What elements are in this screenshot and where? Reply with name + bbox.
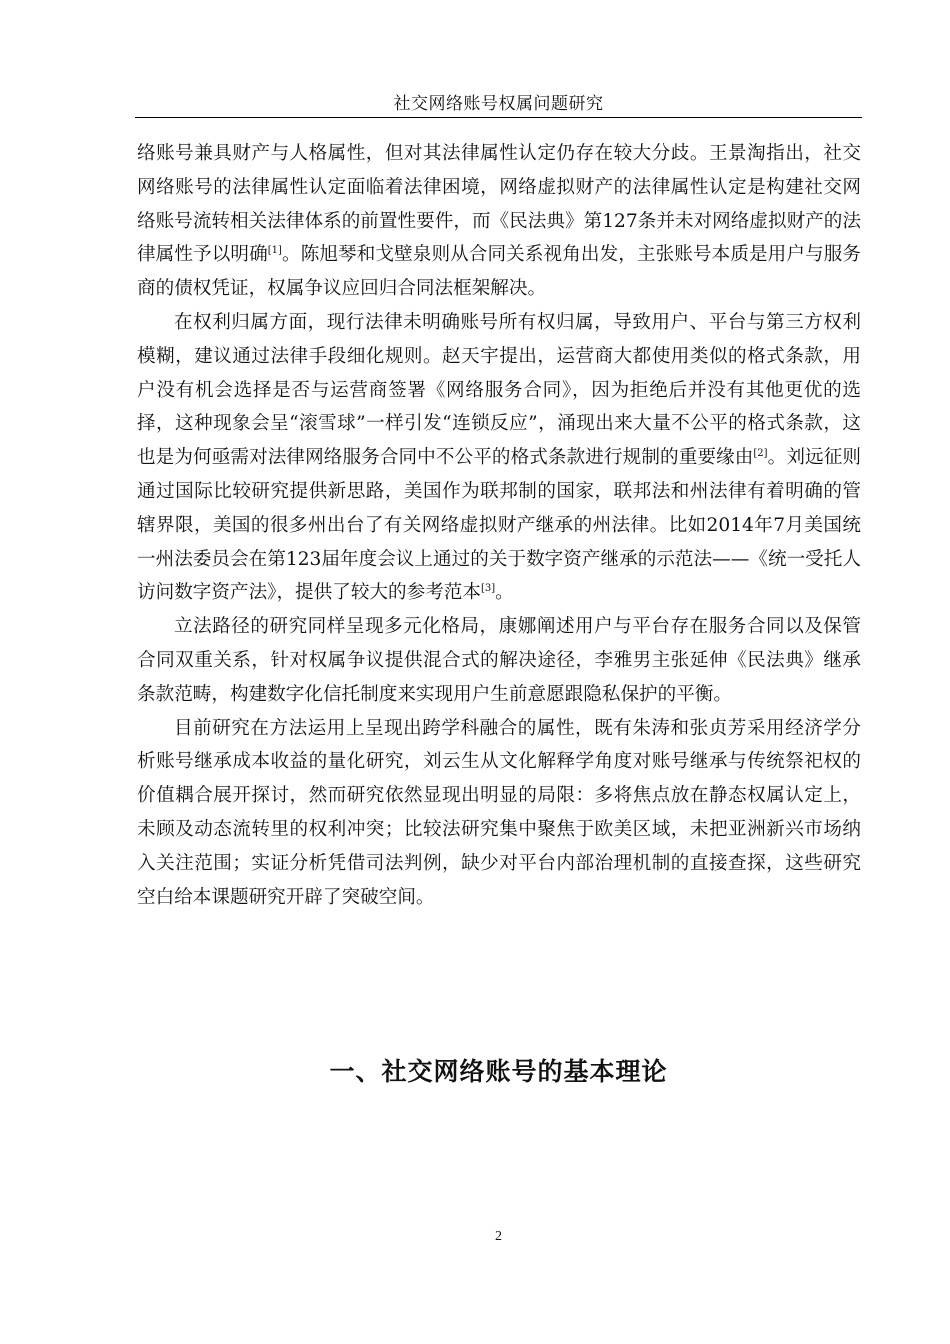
paragraph-3: 立法路径的研究同样呈现多元化格局，康娜阐述用户与平台存在服务合同以及保管合同双重关系，针对权属争议提供混合式的解决途径，李雅男主张延伸《民法典》继承条款范畴，构建数字化信托制度来实现用户生前意愿跟隐私保护的平衡。 (137, 616, 861, 705)
paragraph-2 (137, 306, 861, 610)
page-number: 2 (495, 1229, 502, 1244)
paragraph-2-text-b: 。刘远征则通过国际比较研究提供新思路，美国作为联邦制的国家，联邦法和州法律有着明确的管辖界限，美国的很多州出台了有关网络虚拟财产继承的州法律。比如2014年7月美国统一州法委员会在第123届年度会议上通过的关于数字资产继承的示范法——《统一受托人访问数字资产法》，提供了较大的参考范本 (137, 447, 861, 604)
header-divider (135, 117, 862, 118)
paragraph-1-text-b: 。陈旭琴和戈壁泉则从合同关系视角出发，主张账号本质是用户与服务商的债权凭证，权属争议应回归合同法框架解决。 (137, 244, 861, 300)
paragraph-1 (137, 137, 861, 306)
citation-ref-2: [2] (753, 448, 768, 460)
body-text (137, 137, 861, 914)
citation-ref-1: [1] (267, 245, 282, 257)
paragraph-2-text-c: 。 (495, 582, 514, 604)
running-header: 社交网络账号权属问题研究 (393, 94, 604, 114)
section-heading: 一、社交网络账号的基本理论 (329, 1057, 668, 1086)
paragraph-4: 目前研究在方法运用上呈现出跨学科融合的属性，既有朱涛和张贞芳采用经济学分析账号继承成本收益的量化研究，刘云生从文化解释学角度对账号继承与传统祭祀权的价值耦合展开探讨，然而研究依然显现出明显的局限：多将焦点放在静态权属认定上，未顾及动态流转里的权利冲突；比较法研究集中聚焦于欧美区域，未把亚洲新兴市场纳入关注范围；实证分析凭借司法判例，缺少对平台内部治理机制的直接查探，这些研究空白给本课题研究开辟了突破空间。 (137, 717, 861, 908)
paragraph-2-text-a: 在权利归属方面，现行法律未明确账号所有权归属，导致用户、平台与第三方权利模糊，建议通过法律手段细化规则。赵天宇提出，运营商大都使用类似的格式条款，用户没有机会选择是否与运营商签署《网络服务合同》，因为拒绝后并没有其他更优的选择，这种现象会呈“滚雪球”一样引发“连锁反应”，涌现出来大量不公平的格式条款，这也是为何亟需对法律网络服务合同中不公平的格式条款进行规制的重要缘由 (137, 311, 861, 469)
paragraph-1-text-a: 络账号兼具财产与人格属性，但对其法律属性认定仍存在较大分歧。王景淘指出，社交网络账号的法律属性认定面临着法律困境，网络虚拟财产的法律属性认定是构建社交网络账号流转相关法律体系的前置性要件，而《民法典》第127条并未对网络虚拟财产的法律属性予以明确 (137, 143, 861, 266)
citation-ref-3: [3] (480, 583, 496, 595)
